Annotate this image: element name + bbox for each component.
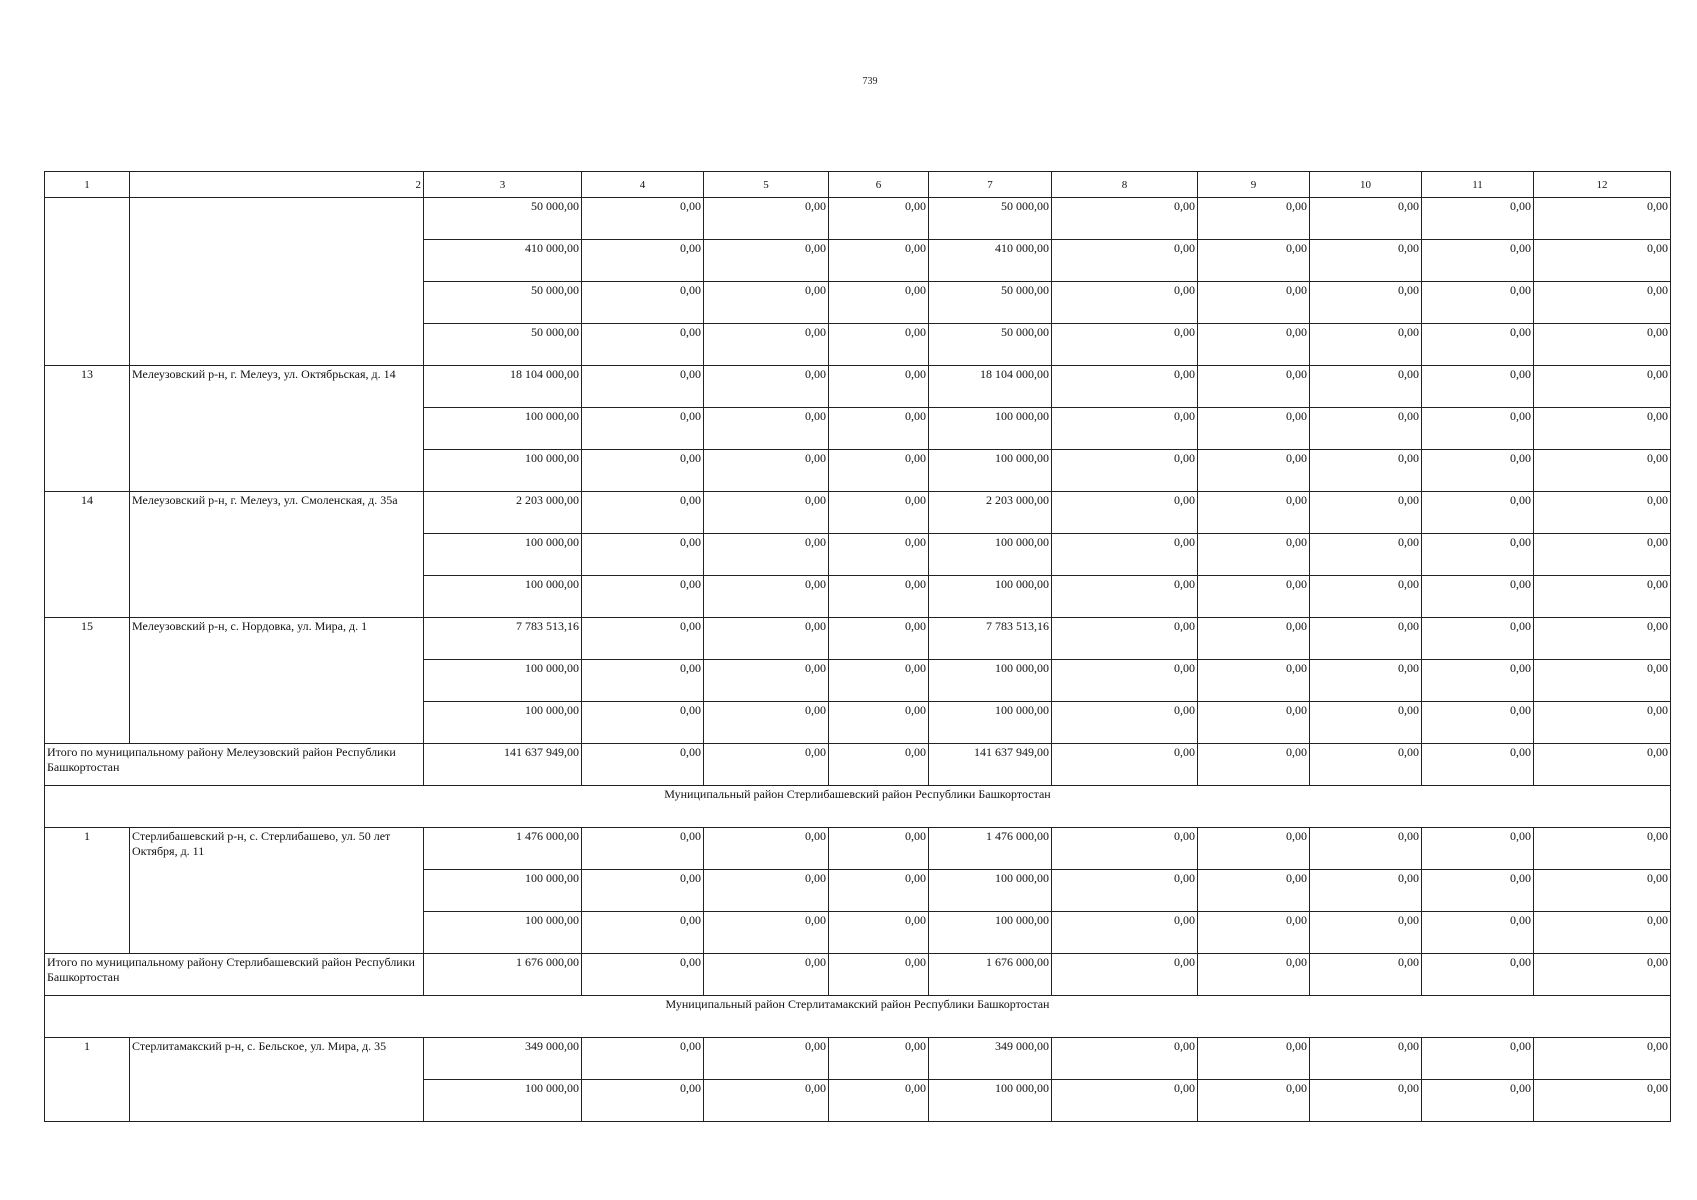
amount-cell: 0,00	[1198, 828, 1310, 870]
amount-cell: 0,00	[582, 408, 704, 450]
column-number-header: 12	[1534, 172, 1671, 198]
total-value: 0,00	[704, 744, 829, 786]
column-number-header: 4	[582, 172, 704, 198]
amount-cell: 0,00	[1198, 702, 1310, 744]
table-row	[45, 828, 1671, 870]
amount-cell: 0,00	[1534, 576, 1671, 618]
amount-cell: 1 476 000,00	[424, 828, 582, 870]
amount-cell: 0,00	[1052, 828, 1198, 870]
total-label: Итого по муниципальному району Мелеузовский район Республики Башкортостан	[45, 744, 424, 786]
amount-cell: 0,00	[1422, 870, 1534, 912]
amount-cell: 7 783 513,16	[929, 618, 1052, 660]
amount-cell: 0,00	[829, 576, 929, 618]
amount-cell: 0,00	[1052, 534, 1198, 576]
total-value: 0,00	[1310, 954, 1422, 996]
amount-cell: 0,00	[1534, 534, 1671, 576]
amount-cell: 0,00	[1534, 492, 1671, 534]
amount-cell: 0,00	[582, 324, 704, 366]
total-value: 0,00	[1422, 744, 1534, 786]
amount-cell: 0,00	[829, 240, 929, 282]
amount-cell: 100 000,00	[929, 408, 1052, 450]
amount-cell: 0,00	[1052, 408, 1198, 450]
column-number-header: 8	[1052, 172, 1198, 198]
amount-cell: 0,00	[1422, 240, 1534, 282]
amount-cell: 100 000,00	[424, 702, 582, 744]
amount-cell: 0,00	[829, 1038, 929, 1080]
amount-cell: 100 000,00	[929, 870, 1052, 912]
amount-cell: 100 000,00	[929, 1080, 1052, 1122]
amount-cell: 0,00	[1534, 198, 1671, 240]
amount-cell: 50 000,00	[929, 198, 1052, 240]
amount-cell: 0,00	[1422, 618, 1534, 660]
amount-cell: 0,00	[1534, 870, 1671, 912]
total-value: 0,00	[704, 954, 829, 996]
amount-cell: 0,00	[582, 450, 704, 492]
amount-cell: 410 000,00	[929, 240, 1052, 282]
amount-cell: 0,00	[829, 912, 929, 954]
column-number-header: 2	[130, 172, 424, 198]
amount-cell: 0,00	[1052, 702, 1198, 744]
amount-cell: 0,00	[704, 870, 829, 912]
amount-cell: 0,00	[1052, 450, 1198, 492]
amount-cell: 0,00	[1534, 1038, 1671, 1080]
amount-cell: 100 000,00	[424, 912, 582, 954]
amount-cell: 0,00	[582, 492, 704, 534]
amount-cell: 0,00	[582, 282, 704, 324]
amount-cell: 0,00	[704, 660, 829, 702]
amount-cell: 0,00	[704, 198, 829, 240]
amount-cell: 100 000,00	[424, 408, 582, 450]
amount-cell: 0,00	[1198, 492, 1310, 534]
amount-cell: 0,00	[704, 576, 829, 618]
amount-cell: 0,00	[704, 1038, 829, 1080]
data-table	[44, 171, 1671, 1122]
total-value: 0,00	[582, 744, 704, 786]
amount-cell: 0,00	[582, 366, 704, 408]
page-number: 739	[862, 76, 878, 87]
amount-cell: 0,00	[829, 828, 929, 870]
header-row	[45, 172, 1671, 198]
amount-cell: 0,00	[704, 828, 829, 870]
amount-cell: 0,00	[1534, 282, 1671, 324]
amount-cell: 0,00	[1422, 576, 1534, 618]
section-title: Муниципальный район Стерлитамакский район Республики Башкортостан	[45, 996, 1671, 1038]
amount-cell: 0,00	[1310, 828, 1422, 870]
object-address: Мелеузовский р-н, с. Нордовка, ул. Мира, д. 1	[130, 618, 424, 744]
amount-cell: 2 203 000,00	[929, 492, 1052, 534]
amount-cell: 0,00	[829, 618, 929, 660]
amount-cell: 0,00	[582, 702, 704, 744]
amount-cell: 0,00	[704, 492, 829, 534]
amount-cell: 0,00	[1198, 324, 1310, 366]
amount-cell: 0,00	[582, 240, 704, 282]
amount-cell: 100 000,00	[929, 534, 1052, 576]
amount-cell: 50 000,00	[929, 324, 1052, 366]
table-body	[45, 172, 1671, 1122]
amount-cell: 100 000,00	[424, 534, 582, 576]
amount-cell: 0,00	[1310, 534, 1422, 576]
object-address: Мелеузовский р-н, г. Мелеуз, ул. Смоленская, д. 35а	[130, 492, 424, 618]
amount-cell: 0,00	[582, 1038, 704, 1080]
table-row	[45, 1038, 1671, 1080]
amount-cell: 0,00	[704, 366, 829, 408]
amount-cell: 0,00	[1310, 450, 1422, 492]
amount-cell: 0,00	[704, 534, 829, 576]
total-row	[45, 744, 1671, 786]
amount-cell: 50 000,00	[929, 282, 1052, 324]
amount-cell: 0,00	[1052, 492, 1198, 534]
amount-cell: 0,00	[829, 492, 929, 534]
amount-cell: 50 000,00	[424, 282, 582, 324]
amount-cell: 0,00	[1198, 240, 1310, 282]
amount-cell: 0,00	[829, 324, 929, 366]
amount-cell: 0,00	[1310, 870, 1422, 912]
amount-cell: 7 783 513,16	[424, 618, 582, 660]
row-index: 1	[45, 1038, 130, 1122]
column-number-header: 6	[829, 172, 929, 198]
amount-cell: 0,00	[829, 282, 929, 324]
amount-cell: 0,00	[1198, 534, 1310, 576]
amount-cell: 0,00	[1422, 282, 1534, 324]
row-index: 13	[45, 366, 130, 492]
amount-cell: 50 000,00	[424, 198, 582, 240]
amount-cell: 0,00	[582, 576, 704, 618]
amount-cell: 0,00	[1310, 618, 1422, 660]
amount-cell: 0,00	[829, 198, 929, 240]
amount-cell: 0,00	[1422, 198, 1534, 240]
total-label: Итого по муниципальному району Стерлибашевский район Республики Башкортостан	[45, 954, 424, 996]
amount-cell: 0,00	[1534, 660, 1671, 702]
total-row	[45, 954, 1671, 996]
amount-cell: 0,00	[829, 1080, 929, 1122]
amount-cell: 0,00	[1198, 870, 1310, 912]
column-number-header: 9	[1198, 172, 1310, 198]
amount-cell: 0,00	[1534, 240, 1671, 282]
amount-cell: 0,00	[1534, 408, 1671, 450]
column-number-header: 3	[424, 172, 582, 198]
amount-cell: 0,00	[1422, 1080, 1534, 1122]
total-value: 0,00	[582, 954, 704, 996]
amount-cell: 0,00	[704, 240, 829, 282]
amount-cell: 100 000,00	[424, 660, 582, 702]
amount-cell: 0,00	[1422, 324, 1534, 366]
total-value: 141 637 949,00	[424, 744, 582, 786]
amount-cell: 0,00	[704, 450, 829, 492]
amount-cell: 0,00	[1198, 660, 1310, 702]
amount-cell: 0,00	[1198, 1038, 1310, 1080]
amount-cell: 0,00	[582, 618, 704, 660]
amount-cell: 0,00	[1310, 1038, 1422, 1080]
total-value: 0,00	[1534, 954, 1671, 996]
amount-cell: 1 476 000,00	[929, 828, 1052, 870]
section-row	[45, 786, 1671, 828]
amount-cell: 0,00	[1198, 618, 1310, 660]
amount-cell: 0,00	[829, 408, 929, 450]
total-value: 0,00	[1310, 744, 1422, 786]
amount-cell: 0,00	[1534, 1080, 1671, 1122]
column-number-header: 7	[929, 172, 1052, 198]
amount-cell: 0,00	[1310, 1080, 1422, 1122]
amount-cell: 0,00	[1198, 366, 1310, 408]
amount-cell: 0,00	[1534, 618, 1671, 660]
amount-cell: 0,00	[1422, 912, 1534, 954]
amount-cell: 100 000,00	[424, 870, 582, 912]
table-row	[45, 198, 1671, 240]
amount-cell: 0,00	[1052, 198, 1198, 240]
amount-cell: 0,00	[1534, 828, 1671, 870]
total-value: 0,00	[1052, 954, 1198, 996]
amount-cell: 0,00	[1310, 576, 1422, 618]
total-value: 1 676 000,00	[929, 954, 1052, 996]
table-row	[45, 366, 1671, 408]
amount-cell: 0,00	[1534, 324, 1671, 366]
column-number-header: 11	[1422, 172, 1534, 198]
object-address: Стерлитамакский р-н, с. Бельское, ул. Мира, д. 35	[130, 1038, 424, 1122]
amount-cell: 0,00	[1310, 282, 1422, 324]
amount-cell: 349 000,00	[424, 1038, 582, 1080]
total-value: 0,00	[1422, 954, 1534, 996]
column-number-header: 5	[704, 172, 829, 198]
amount-cell: 0,00	[704, 282, 829, 324]
amount-cell: 0,00	[1198, 450, 1310, 492]
amount-cell: 0,00	[1310, 912, 1422, 954]
total-value: 0,00	[1198, 954, 1310, 996]
total-value: 0,00	[829, 954, 929, 996]
table-row	[45, 618, 1671, 660]
amount-cell: 100 000,00	[929, 702, 1052, 744]
row-index: 1	[45, 828, 130, 954]
row-index	[45, 198, 130, 366]
amount-cell: 0,00	[1052, 660, 1198, 702]
amount-cell: 0,00	[704, 1080, 829, 1122]
amount-cell: 0,00	[1422, 534, 1534, 576]
object-address	[130, 198, 424, 366]
amount-cell: 0,00	[1534, 702, 1671, 744]
amount-cell: 0,00	[1198, 408, 1310, 450]
amount-cell: 0,00	[582, 198, 704, 240]
amount-cell: 18 104 000,00	[424, 366, 582, 408]
row-index: 15	[45, 618, 130, 744]
amount-cell: 0,00	[1052, 870, 1198, 912]
amount-cell: 18 104 000,00	[929, 366, 1052, 408]
amount-cell: 0,00	[1422, 366, 1534, 408]
amount-cell: 0,00	[582, 1080, 704, 1122]
amount-cell: 0,00	[704, 702, 829, 744]
amount-cell: 0,00	[1310, 240, 1422, 282]
column-number-header: 1	[45, 172, 130, 198]
amount-cell: 0,00	[1310, 366, 1422, 408]
amount-cell: 0,00	[704, 324, 829, 366]
amount-cell: 0,00	[1052, 618, 1198, 660]
amount-cell: 349 000,00	[929, 1038, 1052, 1080]
amount-cell: 0,00	[1052, 240, 1198, 282]
amount-cell: 0,00	[1198, 198, 1310, 240]
amount-cell: 100 000,00	[929, 576, 1052, 618]
amount-cell: 0,00	[1534, 366, 1671, 408]
amount-cell: 0,00	[1422, 408, 1534, 450]
object-address: Мелеузовский р-н, г. Мелеуз, ул. Октябрьская, д. 14	[130, 366, 424, 492]
amount-cell: 0,00	[1310, 324, 1422, 366]
amount-cell: 100 000,00	[929, 660, 1052, 702]
total-value: 1 676 000,00	[424, 954, 582, 996]
amount-cell: 0,00	[1534, 912, 1671, 954]
amount-cell: 0,00	[582, 870, 704, 912]
amount-cell: 0,00	[1052, 282, 1198, 324]
amount-cell: 0,00	[1198, 1080, 1310, 1122]
amount-cell: 0,00	[1422, 828, 1534, 870]
amount-cell: 0,00	[1052, 912, 1198, 954]
amount-cell: 0,00	[1310, 492, 1422, 534]
amount-cell: 0,00	[1422, 1038, 1534, 1080]
amount-cell: 0,00	[1052, 1038, 1198, 1080]
amount-cell: 0,00	[704, 618, 829, 660]
total-value: 141 637 949,00	[929, 744, 1052, 786]
amount-cell: 410 000,00	[424, 240, 582, 282]
table-row	[45, 492, 1671, 534]
amount-cell: 0,00	[829, 366, 929, 408]
section-row	[45, 996, 1671, 1038]
amount-cell: 0,00	[1198, 576, 1310, 618]
amount-cell: 0,00	[1198, 282, 1310, 324]
row-index: 14	[45, 492, 130, 618]
amount-cell: 0,00	[1052, 1080, 1198, 1122]
amount-cell: 0,00	[582, 912, 704, 954]
amount-cell: 0,00	[1310, 198, 1422, 240]
amount-cell: 0,00	[829, 534, 929, 576]
amount-cell: 0,00	[1310, 702, 1422, 744]
amount-cell: 0,00	[704, 408, 829, 450]
amount-cell: 0,00	[1422, 492, 1534, 534]
amount-cell: 0,00	[1310, 660, 1422, 702]
amount-cell: 0,00	[582, 660, 704, 702]
amount-cell: 0,00	[1052, 576, 1198, 618]
column-number-header: 10	[1310, 172, 1422, 198]
amount-cell: 0,00	[1310, 408, 1422, 450]
amount-cell: 0,00	[582, 534, 704, 576]
amount-cell: 0,00	[829, 660, 929, 702]
section-title: Муниципальный район Стерлибашевский район Республики Башкортостан	[45, 786, 1671, 828]
amount-cell: 50 000,00	[424, 324, 582, 366]
amount-cell: 0,00	[1422, 702, 1534, 744]
object-address: Стерлибашевский р-н, с. Стерлибашево, ул. 50 лет Октября, д. 11	[130, 828, 424, 954]
amount-cell: 100 000,00	[929, 912, 1052, 954]
amount-cell: 100 000,00	[424, 576, 582, 618]
total-value: 0,00	[829, 744, 929, 786]
amount-cell: 0,00	[1198, 912, 1310, 954]
amount-cell: 100 000,00	[929, 450, 1052, 492]
amount-cell: 0,00	[1422, 660, 1534, 702]
total-value: 0,00	[1534, 744, 1671, 786]
amount-cell: 0,00	[829, 450, 929, 492]
amount-cell: 0,00	[829, 702, 929, 744]
total-value: 0,00	[1198, 744, 1310, 786]
amount-cell: 0,00	[704, 912, 829, 954]
total-value: 0,00	[1052, 744, 1198, 786]
amount-cell: 0,00	[1052, 324, 1198, 366]
amount-cell: 0,00	[582, 828, 704, 870]
amount-cell: 100 000,00	[424, 1080, 582, 1122]
amount-cell: 0,00	[1534, 450, 1671, 492]
amount-cell: 0,00	[1052, 366, 1198, 408]
amount-cell: 0,00	[1422, 450, 1534, 492]
amount-cell: 2 203 000,00	[424, 492, 582, 534]
amount-cell: 100 000,00	[424, 450, 582, 492]
amount-cell: 0,00	[829, 870, 929, 912]
